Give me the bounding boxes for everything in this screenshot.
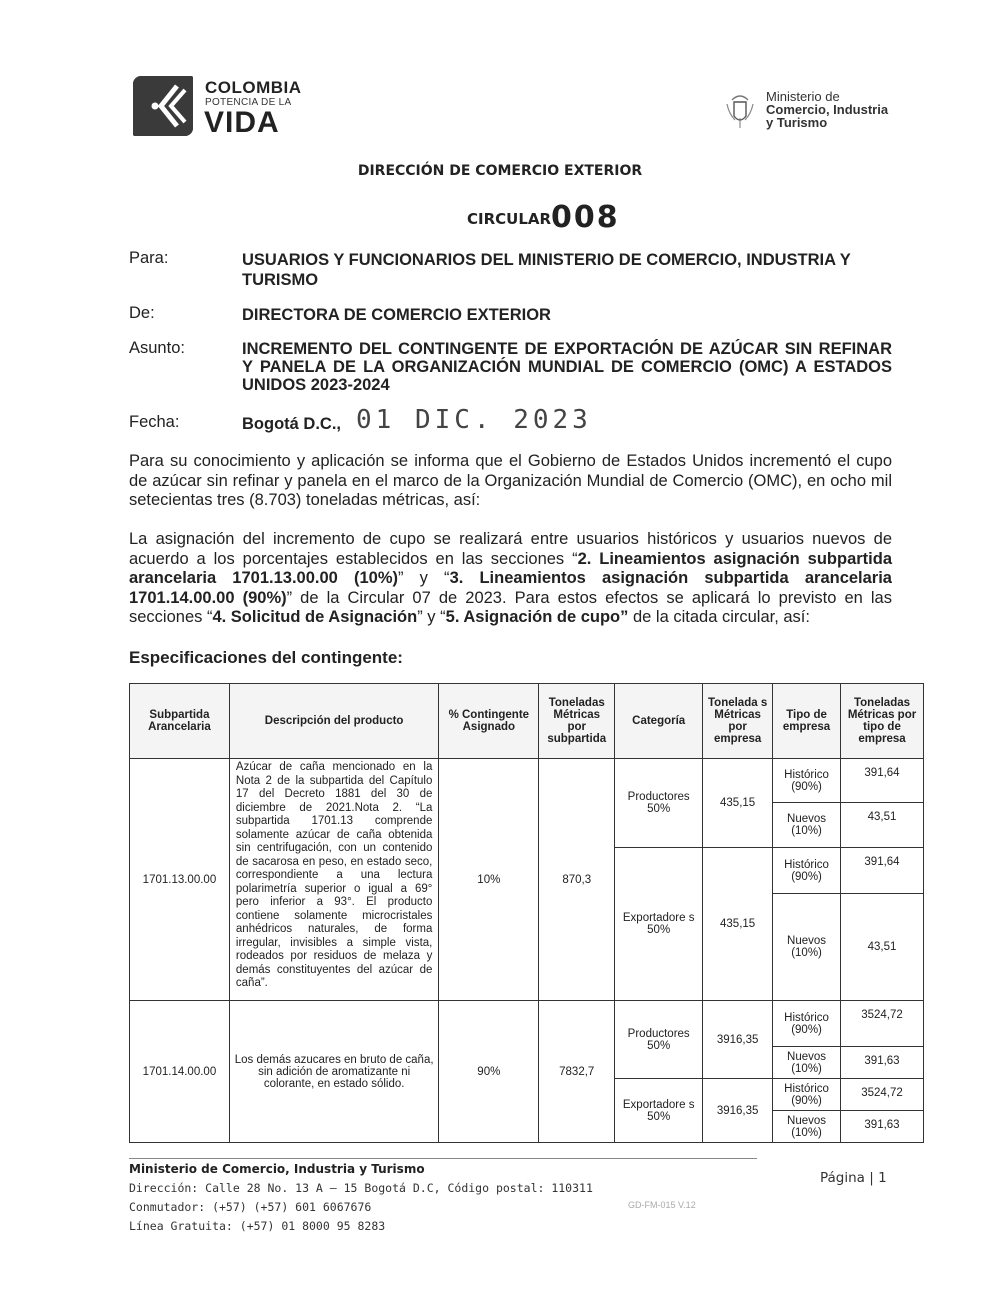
table-cell: 391,63 <box>841 1047 924 1079</box>
table-cell: Nuevos (10%) <box>773 894 841 1001</box>
table-cell: 391,63 <box>841 1111 924 1143</box>
table-cell: Azúcar de caña mencionado en la Nota 2 de la subpartida del Capítulo 17 del Decreto 1881 del 30 de diciembre de 2021.Nota 2. “La subpartida 1701.13 comprende solamente azúcar de caña obtenida sin centrifugación, con un contenido de sacarosa en peso, en estado seco, correspondiente a una lectura polarimetría superior o igual a 69° pero inferior a 93°. El producto contiene solamente microcristales anhédricos naturales, de forma irregular, invisibles a simple vista, rodeados por residuos de melaza y demás constituyentes del azúcar de caña”. <box>229 759 438 1001</box>
ministry-logo-text <box>766 90 888 129</box>
table-header-row <box>130 684 924 759</box>
table-cell: Histórico (90%) <box>773 1079 841 1111</box>
ministry-line2: Comercio, Industria <box>766 102 889 117</box>
table-row <box>130 1001 924 1047</box>
p2-bold-h: 5. Asignación de cupo” <box>445 608 629 626</box>
footer-ministry: Ministerio de Comercio, Industria y Turismo <box>129 1162 425 1176</box>
table-cell: Los demás azucares en bruto de caña, sin adición de aromatizante ni colorante, en estado sólido. <box>229 1001 438 1143</box>
table-cell: 3916,35 <box>703 1079 773 1143</box>
table-cell: Histórico (90%) <box>773 759 841 803</box>
table-cell: 391,64 <box>841 759 924 803</box>
logo-mark-icon <box>133 76 193 136</box>
table-row <box>130 759 924 803</box>
table-cell: 391,64 <box>841 848 924 894</box>
fecha-label: Fecha: <box>129 413 180 431</box>
ministry-line1: Ministerio de <box>766 89 840 104</box>
p2-text-i: de la citada circular, así: <box>628 608 810 626</box>
de-value: DIRECTORA DE COMERCIO EXTERIOR <box>242 306 551 324</box>
logo-text-vida: VIDA <box>204 106 280 139</box>
footer-address: Dirección: Calle 28 No. 13 A – 15 Bogotá D.C, Código postal: 110311 <box>129 1181 593 1195</box>
table-cell: Productores 50% <box>615 759 703 848</box>
table-cell: 1701.14.00.00 <box>130 1001 230 1143</box>
table-cell: Nuevos (10%) <box>773 803 841 848</box>
footer-divider <box>129 1158 757 1159</box>
col-header: Subpartida Arancelaria <box>130 684 230 759</box>
para-label: Para: <box>129 249 169 267</box>
de-label: De: <box>129 304 155 322</box>
p2-text-c: ” y “ <box>398 569 450 587</box>
p2-text-g: ” y “ <box>417 608 446 626</box>
coat-of-arms-icon <box>723 88 757 130</box>
table-cell: 435,15 <box>703 848 773 1001</box>
logo-text-colombia: COLOMBIA <box>205 78 302 97</box>
circular-num: 008 <box>551 200 620 235</box>
form-code: GD-FM-015 V.12 <box>628 1200 696 1210</box>
logo-text-potencia: POTENCIA DE LA <box>205 97 292 108</box>
table-cell: Productores 50% <box>615 1001 703 1079</box>
table-cell: 870,3 <box>539 759 615 1001</box>
footer-phone: Conmutador: (+57) (+57) 601 6067676 <box>129 1200 372 1214</box>
col-header: % Contingente Asignado <box>439 684 539 759</box>
p2-text-e: ” de la Circular 07 de 2023. Para estos efectos se aplicará lo previsto en las secciones “ <box>129 588 892 626</box>
circular-label: CIRCULAR <box>467 210 552 228</box>
date-stamp: 01 DIC. 2023 <box>356 405 592 435</box>
footer-toll-free: Línea Gratuita: (+57) 01 8000 95 8283 <box>129 1219 386 1233</box>
department-title: DIRECCIÓN DE COMERCIO EXTERIOR <box>357 163 643 179</box>
table-cell: 435,15 <box>703 759 773 848</box>
table-cell: 3524,72 <box>841 1001 924 1047</box>
contingent-table <box>129 683 924 1143</box>
p2-bold-f: 4. Solicitud de Asignación <box>212 608 418 626</box>
asunto-label: Asunto: <box>129 339 185 357</box>
table-cell: 90% <box>439 1001 539 1143</box>
table-cell: 43,51 <box>841 803 924 848</box>
para-value: USUARIOS Y FUNCIONARIOS DEL MINISTERIO DE COMERCIO, INDUSTRIA Y TURISMO <box>242 251 851 289</box>
table-cell: Nuevos (10%) <box>773 1047 841 1079</box>
table-cell: Exportadore s 50% <box>615 1079 703 1143</box>
table-cell: Histórico (90%) <box>773 848 841 894</box>
intro-paragraph: Para su conocimiento y aplicación se informa que el Gobierno de Estados Unidos incrementó el cupo de azúcar sin refinar y panela en el marco de la Organización Mundial de Comercio (OMC), en ocho mil setecientas tres (8.703) toneladas métricas, así: <box>129 452 892 509</box>
col-header: Toneladas Métricas por tipo de empresa <box>841 684 924 759</box>
table-cell: 3916,35 <box>703 1001 773 1079</box>
table-cell: Exportadore s 50% <box>615 848 703 1001</box>
table-cell: Histórico (90%) <box>773 1001 841 1047</box>
p2-text-a: La asignación del incremento de cupo se realizará entre usuarios históricos y usuarios nuevos de acuerdo a los porcentajes establecidos en las secciones “ <box>129 530 892 568</box>
table-cell: 3524,72 <box>841 1079 924 1111</box>
section-subheading: Especificaciones del contingente: <box>129 648 403 667</box>
table-cell: 43,51 <box>841 894 924 1001</box>
col-header: Descripción del producto <box>229 684 438 759</box>
col-header: Toneladas Métricas por subpartida <box>539 684 615 759</box>
circular-number <box>467 200 620 235</box>
col-header: Tonelada s Métricas por empresa <box>703 684 773 759</box>
colombia-potencia-logo <box>133 76 303 139</box>
asunto-value: INCREMENTO DEL CONTINGENTE DE EXPORTACIÓN DE AZÚCAR SIN REFINAR Y PANELA DE LA ORGANIZACIÓN MUNDIAL DE COMERCIO (OMC) A ESTADOS UNIDOS 2023-2024 <box>242 340 892 394</box>
footer-contact <box>129 1160 593 1236</box>
p2-bold-b: 2. Lineamientos asignación subpartida arancelaria 1701.13.00.00 (10%) <box>129 549 892 587</box>
table-cell: 7832,7 <box>539 1001 615 1143</box>
allocation-paragraph <box>129 530 892 628</box>
page-number: Página | 1 <box>820 1170 887 1186</box>
col-header: Categoría <box>615 684 703 759</box>
table-cell: 10% <box>439 759 539 1001</box>
col-header: Tipo de empresa <box>773 684 841 759</box>
p2-bold-d: 3. Lineamientos asignación subpartida arancelaria 1701.14.00.00 (90%) <box>129 569 892 607</box>
table-cell: 1701.13.00.00 <box>130 759 230 1001</box>
table-cell: Nuevos (10%) <box>773 1111 841 1143</box>
fecha-city: Bogotá D.C., <box>242 415 341 433</box>
ministry-line3: y Turismo <box>766 115 828 130</box>
